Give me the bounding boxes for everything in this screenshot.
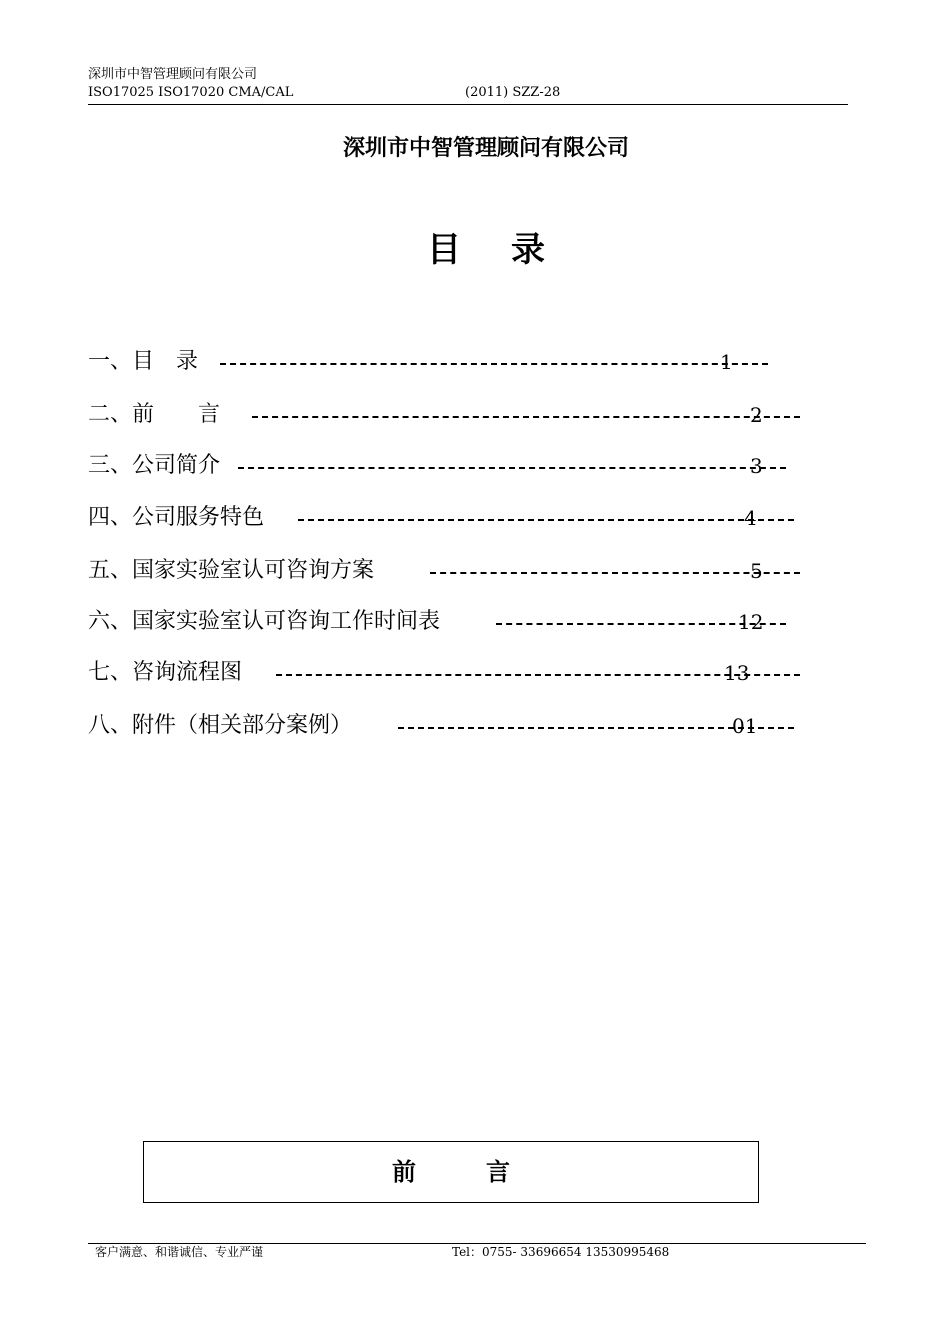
toc-item bbox=[88, 555, 788, 587]
header-company-name: 深圳市中智管理顾问有限公司 bbox=[88, 67, 258, 82]
toc-item bbox=[88, 399, 788, 431]
toc-item-page: 12 bbox=[738, 610, 764, 634]
footer-contact: Tel：0755- 33696654 13530995468 bbox=[452, 1245, 670, 1259]
toc-item-label: 七、咨询流程图 bbox=[88, 660, 243, 685]
toc-leader bbox=[220, 363, 768, 365]
toc-item-page: 2 bbox=[750, 403, 763, 427]
footer-slogan: 客户满意、和谐诚信、专业严谨 bbox=[95, 1245, 264, 1259]
toc-item bbox=[88, 606, 788, 638]
toc-item bbox=[88, 502, 788, 534]
toc-item-label: 一、目 录 bbox=[88, 349, 199, 374]
toc-item-page: 13 bbox=[724, 661, 750, 685]
toc-title: 目录 bbox=[427, 230, 595, 270]
toc-item-label: 五、国家实验室认可咨询方案 bbox=[88, 558, 375, 583]
toc-item-label: 六、国家实验室认可咨询工作时间表 bbox=[88, 609, 441, 634]
toc-item-page: 01 bbox=[732, 714, 758, 738]
toc-item-page: 3 bbox=[750, 454, 763, 478]
foreword-title: 前言 bbox=[392, 1158, 580, 1186]
toc-item-page: 5 bbox=[750, 559, 763, 583]
toc-item bbox=[88, 657, 788, 689]
header-doc-code: (2011) SZZ-28 bbox=[465, 85, 561, 100]
toc-item-label: 八、附件（相关部分案例） bbox=[88, 713, 353, 738]
toc-leader bbox=[298, 519, 794, 521]
toc-leader bbox=[430, 572, 800, 574]
toc-item-label: 三、公司简介 bbox=[88, 453, 221, 478]
toc-leader bbox=[252, 416, 800, 418]
header-divider bbox=[88, 104, 848, 105]
toc-item bbox=[88, 710, 788, 742]
foreword-box bbox=[143, 1141, 759, 1203]
toc-item bbox=[88, 346, 788, 378]
toc-item-page: 4 bbox=[744, 506, 757, 530]
toc-item-page: 1 bbox=[720, 350, 733, 374]
toc-leader bbox=[238, 467, 786, 469]
toc-item-label: 二、前 言 bbox=[88, 402, 221, 427]
toc-leader bbox=[276, 674, 800, 676]
toc-item bbox=[88, 450, 788, 482]
toc-item-label: 四、公司服务特色 bbox=[88, 505, 265, 530]
header-standards: ISO17025 ISO17020 CMA/CAL bbox=[88, 85, 294, 100]
company-title: 深圳市中智管理顾问有限公司 bbox=[342, 136, 629, 161]
